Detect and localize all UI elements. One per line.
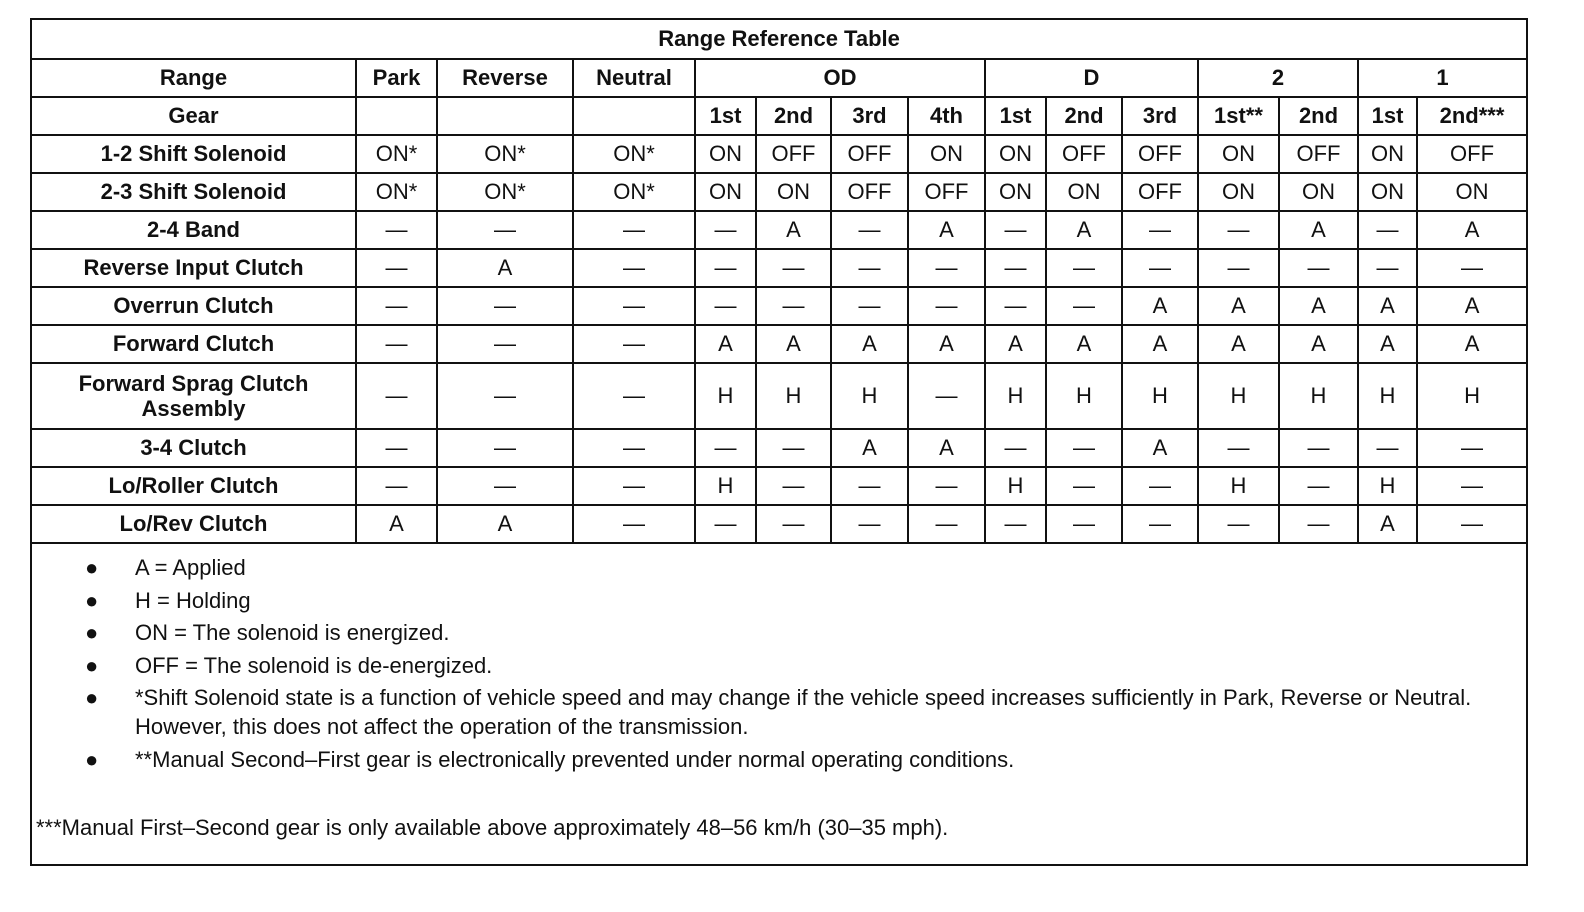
row-label: 1-2 Shift Solenoid [32,135,356,173]
table-cell: A [908,211,985,249]
table-cell: ON [1198,135,1279,173]
table-cell: — [1279,249,1358,287]
table-cell: ON [1358,135,1417,173]
table-cell: H [1279,363,1358,429]
table-cell: A [1358,505,1417,543]
table-cell: — [831,211,908,249]
table-row [32,211,1526,249]
table-row [32,505,1526,543]
table-cell: A [831,429,908,467]
table-cell: — [1358,211,1417,249]
table-cell: A [1198,287,1279,325]
table-cell: — [437,363,573,429]
table-cell: ON [908,135,985,173]
note-item [32,587,1526,616]
table-cell: ON [985,135,1046,173]
table-cell: A [1198,325,1279,363]
range-park: Park [356,59,437,97]
note-text: OFF = The solenoid is de-energized. [135,652,493,678]
table-cell: H [1122,363,1198,429]
table-cell: — [437,467,573,505]
table-cell: — [1279,429,1358,467]
table-cell: — [695,211,756,249]
table-cell: ON [1198,173,1279,211]
table-cell: — [831,467,908,505]
table-cell: — [1198,429,1279,467]
table-title: Range Reference Table [32,20,1526,59]
table-cell: — [1198,249,1279,287]
table-cell: — [1417,249,1526,287]
row-label: Lo/Roller Clutch [32,467,356,505]
range-od: OD [695,59,985,97]
gear-cell: 1st** [1198,97,1279,135]
note-item [32,619,1526,648]
gear-cell [573,97,695,135]
table-cell: — [1046,287,1122,325]
table-cell: — [573,467,695,505]
table-cell: — [1358,429,1417,467]
table-cell: H [985,363,1046,429]
table-cell: OFF [831,135,908,173]
table-cell: ON [695,135,756,173]
table-cell: ON* [437,173,573,211]
table-cell: A [831,325,908,363]
table-cell: — [356,249,437,287]
table-cell: A [1279,211,1358,249]
row-label: Forward Clutch [32,325,356,363]
table-cell: — [908,249,985,287]
bullet-icon: ● [85,685,99,711]
range-header-row [32,59,1526,97]
table-cell: — [573,287,695,325]
table-cell: — [1417,429,1526,467]
gear-cell [437,97,573,135]
table-cell: — [1417,505,1526,543]
table-cell: H [831,363,908,429]
row-label: 2-4 Band [32,211,356,249]
table-cell: — [1122,211,1198,249]
table-cell: — [356,211,437,249]
gear-cell: 2nd [756,97,831,135]
table-cell: H [1358,467,1417,505]
table-row [32,325,1526,363]
table-cell: — [985,505,1046,543]
table-cell: — [985,249,1046,287]
gear-cell: 1st [985,97,1046,135]
table-cell: — [1046,505,1122,543]
table-cell: — [695,429,756,467]
table-cell: H [1358,363,1417,429]
table-cell: ON [1417,173,1526,211]
table-cell: A [1417,325,1526,363]
row-label: Forward Sprag Clutch Assembly [32,363,356,429]
table-cell: A [1046,211,1122,249]
table-cell: — [985,211,1046,249]
bullet-icon: ● [85,555,99,580]
table-cell: ON* [437,135,573,173]
gear-cell: 3rd [1122,97,1198,135]
table-row [32,249,1526,287]
table-cell: OFF [908,173,985,211]
table-cell: — [1198,505,1279,543]
row-label: 2-3 Shift Solenoid [32,173,356,211]
table-cell: OFF [1279,135,1358,173]
table-cell: — [908,505,985,543]
table-cell: A [1417,211,1526,249]
table-cell: — [573,211,695,249]
table-cell: H [1046,363,1122,429]
table-cell: ON [1279,173,1358,211]
row-label: Reverse Input Clutch [32,249,356,287]
table-cell: — [756,429,831,467]
table-cell: A [437,505,573,543]
range-1: 1 [1358,59,1526,97]
range-d: D [985,59,1198,97]
table-cell: A [356,505,437,543]
table-cell: A [1358,325,1417,363]
table-cell: — [573,363,695,429]
table-cell: — [356,467,437,505]
table-cell: H [1198,467,1279,505]
table-cell: — [695,505,756,543]
table-cell: ON [1046,173,1122,211]
table-cell: A [756,211,831,249]
notes-section [32,544,1526,844]
table-cell: — [756,467,831,505]
table-cell: — [437,287,573,325]
table-cell: ON [695,173,756,211]
table-cell: — [756,505,831,543]
table-cell: A [1122,287,1198,325]
row-label: Overrun Clutch [32,287,356,325]
table-cell: — [831,249,908,287]
table-cell: ON* [356,135,437,173]
table-cell: — [573,325,695,363]
table-cell: — [437,429,573,467]
table-cell: A [908,325,985,363]
note-item [32,746,1526,775]
range-2: 2 [1198,59,1358,97]
row-label: Lo/Rev Clutch [32,505,356,543]
table-cell: H [1417,363,1526,429]
notes-list [32,544,1526,774]
gear-header-row [32,97,1526,135]
gear-label: Gear [32,97,356,135]
bullet-icon: ● [85,587,99,613]
table-cell: — [356,325,437,363]
gear-cell: 1st [695,97,756,135]
gear-cell [356,97,437,135]
table-cell: — [1198,211,1279,249]
gear-cell: 2nd [1279,97,1358,135]
table-cell: A [908,429,985,467]
table-cell: — [1046,249,1122,287]
table-row [32,173,1526,211]
table-cell: — [908,467,985,505]
table-cell: — [1046,429,1122,467]
table-cell: OFF [756,135,831,173]
table-cell: — [831,505,908,543]
table-cell: H [1198,363,1279,429]
table-cell: — [356,363,437,429]
table-cell: — [908,287,985,325]
table-cell: H [695,363,756,429]
table-cell: H [756,363,831,429]
table-cell: A [695,325,756,363]
table-cell: OFF [1122,135,1198,173]
range-neutral: Neutral [573,59,695,97]
table-row [32,467,1526,505]
table-cell: — [985,287,1046,325]
table-cell: — [756,249,831,287]
table-cell: — [356,429,437,467]
table-cell: — [831,287,908,325]
table-cell: — [573,505,695,543]
table-cell: OFF [1046,135,1122,173]
range-reference-sheet [30,18,1528,866]
table-cell: — [1122,505,1198,543]
table-cell: — [1279,505,1358,543]
table-cell: A [756,325,831,363]
table-cell: — [1358,249,1417,287]
gear-cell: 4th [908,97,985,135]
table-cell: — [695,249,756,287]
table-cell: A [1046,325,1122,363]
note-text: *Shift Solenoid state is a function of vehicle speed and may change if the vehicle speed increases sufficiently in Park, Reverse or Neutral. However, this does not affect the operation of the transmission. [135,685,1472,739]
table-cell: A [437,249,573,287]
table-cell: — [437,325,573,363]
table-cell: — [1046,467,1122,505]
table-cell: H [695,467,756,505]
table-cell: OFF [1122,173,1198,211]
table-cell: ON [985,173,1046,211]
note-item [32,684,1526,741]
table-cell: — [1122,467,1198,505]
table-cell: — [356,287,437,325]
note-text: H = Holding [135,587,251,613]
table-cell: — [1122,249,1198,287]
bullet-icon: ● [85,652,99,678]
table-row [32,363,1526,429]
table-row [32,429,1526,467]
table-cell: H [985,467,1046,505]
table-row [32,287,1526,325]
range-label: Range [32,59,356,97]
table-cell: ON* [573,173,695,211]
table-cell: ON [756,173,831,211]
table-cell: A [1122,325,1198,363]
table-cell: A [1279,325,1358,363]
note-text: **Manual Second–First gear is electronically prevented under normal operating conditions. [135,746,1015,772]
table-cell: — [437,211,573,249]
bullet-icon: ● [85,620,99,646]
note-text: ON = The solenoid is energized. [135,620,450,646]
table-cell: — [756,287,831,325]
table-cell: — [985,429,1046,467]
table-cell: OFF [831,173,908,211]
gear-cell: 2nd [1046,97,1122,135]
table-cell: ON* [573,135,695,173]
table-body [32,135,1526,543]
note-item [32,554,1526,583]
note-item [32,652,1526,681]
gear-cell: 2nd*** [1417,97,1526,135]
table-cell: OFF [1417,135,1526,173]
table-cell: A [1358,287,1417,325]
table-cell: A [1279,287,1358,325]
table-cell: — [695,287,756,325]
range-reference-table [32,20,1526,544]
row-label: 3-4 Clutch [32,429,356,467]
table-cell: — [573,249,695,287]
table-cell: ON* [356,173,437,211]
table-cell: — [908,363,985,429]
note-text: A = Applied [135,555,246,580]
table-cell: A [1417,287,1526,325]
table-cell: A [985,325,1046,363]
bullet-icon: ● [85,746,99,772]
table-cell: — [1279,467,1358,505]
table-cell: — [573,429,695,467]
gear-cell: 1st [1358,97,1417,135]
table-row [32,135,1526,173]
gear-cell: 3rd [831,97,908,135]
range-reverse: Reverse [437,59,573,97]
table-cell: A [1122,429,1198,467]
table-cell: — [1417,467,1526,505]
footnote: ***Manual First–Second gear is only available above approximately 48–56 km/h (30–35 mph). [36,815,949,840]
table-cell: ON [1358,173,1417,211]
